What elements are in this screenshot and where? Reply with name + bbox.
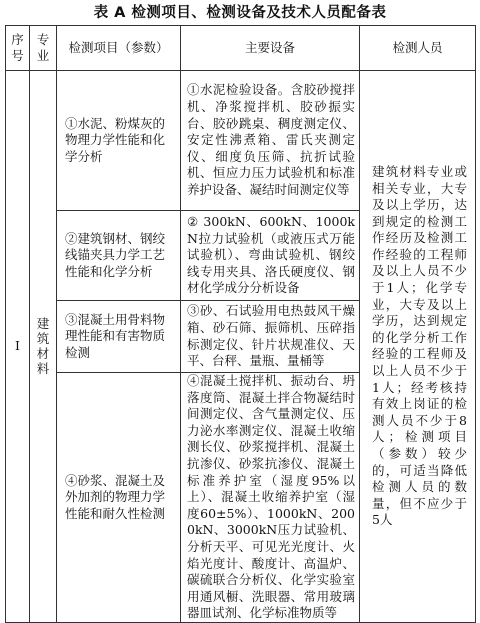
- item-cell: ④砂浆、混凝土及外加剂的物理力学性能和耐久性检测: [57, 373, 181, 623]
- header-specialty: 专业: [30, 26, 57, 71]
- header-index: 序号: [6, 26, 30, 71]
- table-row: [6, 71, 476, 211]
- category-specialty: [30, 71, 57, 623]
- config-table: [5, 25, 476, 623]
- header-row: [6, 26, 476, 71]
- equipment-cell: ①水泥检验设备。含胶砂搅拌机、净浆搅拌机、胶砂振实台、胶砂跳桌、稠度测定仪、安定性沸煮箱、雷氏夹测定仪、细度负压筛、抗折试验机、恒应力压力试验机和标准养护设备、凝结时间测定仪等: [181, 71, 360, 211]
- category-index: Ⅰ: [6, 71, 30, 623]
- equipment-cell: ② 300kN、600kN、1000kN拉力试验机（或液压式万能试验机）、弯曲试验机、钢绞线专用夹具、洛氏硬度仪、钢材化学成分分析设备: [181, 211, 360, 301]
- item-cell: ③混凝土用骨料物理性能和有害物质检测: [57, 301, 181, 373]
- specialty-label: 建筑材料: [36, 316, 50, 377]
- item-cell: ②建筑钢材、钢绞线锚夹具力学工艺性能和化学分析: [57, 211, 181, 301]
- header-personnel: 检测人员: [360, 26, 476, 71]
- equipment-cell: ③砂、石试验用电热鼓风干燥箱、砂石筛、振筛机、压碎指标测定仪、针片状规准仪、天平、台秤、量瓶、量桶等: [181, 301, 360, 373]
- header-item: 检测项目（参数）: [57, 26, 181, 71]
- header-equipment: 主要设备: [181, 26, 360, 71]
- item-cell: ①水泥、粉煤灰的物理力学性能和化学分析: [57, 71, 181, 211]
- table-title: 表 A 检测项目、检测设备及技术人员配备表: [93, 5, 387, 21]
- equipment-cell: ④混凝土搅拌机、振动台、坍落度筒、混凝土拌合物凝结时间测定仪、含气量测定仪、压力泌水率测定仪、混凝土收缩测长仪、砂浆搅拌机、混凝土抗渗仪、砂浆抗渗仪、混凝土标准养护室（湿度95%以上）、混凝土收缩养护室（湿度60±5%）、1000kN、2000kN、3000kN压力试验机、分析天平、可见光光度计、火焰光度计、酸度计、高温炉、碳硫联合分析仪、化学实验室用通风橱、洗眼器、常用玻璃器皿试剂、化学标准物质等: [181, 373, 360, 623]
- personnel-cell: 建筑材料专业或相关专业，大专及以上学历，达到规定的检测工作经历及检测工作经验的工程师及以上人员不少于1人；化学专业，大专及以上学历，达到规定的化学分析工作经验的工程师及以上人员不少于1人；经考核持有效上岗证的检测人员不少于8人；检测项目（参数）较少的，可适当降低检测人员的数量，但不应少于5人: [360, 71, 476, 623]
